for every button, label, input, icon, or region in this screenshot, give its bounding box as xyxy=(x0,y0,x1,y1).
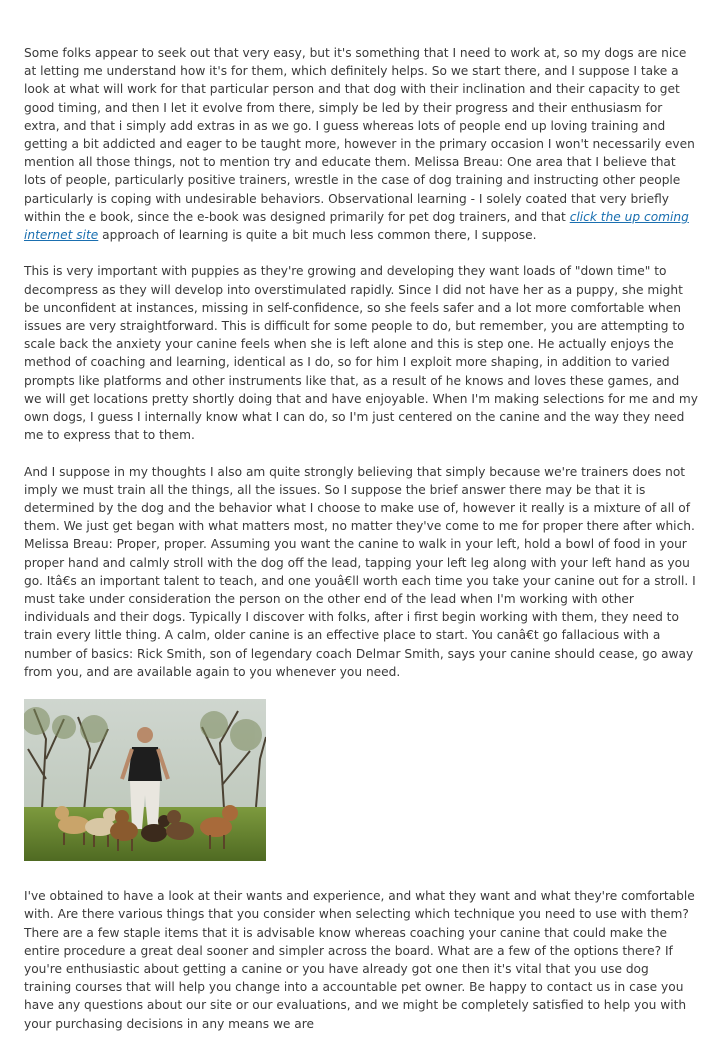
paragraph-2: This is very important with puppies as they're growing and developing they want loads of "down time" to decompress as they will develop into overstimulated rapidly. Since I did not have her as a puppy, she might be unconfident at instances, missing in self-confidence, so she feels safer and a lot more comfortable when issues are very straightforward. This is difficult for some people to do, but remember, you are attempting to scale back the anxiety your canine feels when she is left alone and this is step one. He actually enjoys the method of coaching and learning, identical as I do, so for him I exploit more shaping, in addition to varied prompts like platforms and other instruments like that, as a result of he knows and loves these games, and we will get locations pretty shortly doing that and have enjoyable. When I'm making selections for me and my own dogs, I guess I internally know what I can do, so I'm just centered on the canine and the way they need me to express that to them. xyxy=(24,264,698,443)
paragraph-4: I've obtained to have a look at their wants and experience, and what they want and what they're comfortable with. Are there various things that you consider when selecting which technique you need to use with them? There are a few staple items that it is advisable know whereas coaching your canine that could make the entire procedure a great deal sooner and simpler across the board. What are a few of the options there? If you're enthusiastic about getting a canine or you have already got one then it's vital that you use dog training courses that will help you change into a accountable pet owner. Be happy to contact us in case you have any questions about our site or our evaluations, and we might be completely satisfied to help you with your purchasing decisions in any means we are xyxy=(24,889,695,1031)
dog-trainer-illustration xyxy=(24,699,266,861)
paragraph-1-text-before: Some folks appear to seek out that very easy, but it's something that I need to work at, so my dogs are nice at letting me understand how it's for them, which definitely helps. So we start there, and I suppose I take a look at what will work for that particular person and that dog with their inclination and their capacity to get good timing, and then I let it evolve from there, simply be led by their progress and their enthusiasm for extra, and that i simply add extras in as we go. I guess whereas lots of people end up loving training and getting a bit addicted and eager to be taught more, however in the primary occasion I won't necessarily even mention all those things, not to mention try and educate them. Melissa Breau: One area that I believe that lots of people, particularly positive trainers, wrestle in the case of dog training and instructing other people particularly is coping with undesirable behaviors. Observational learning - I solely coated that very briefly within the e book, since the e-book was designed primarily for pet dog trainers, and that xyxy=(24,46,695,224)
paragraph-1 xyxy=(24,44,698,244)
article-body xyxy=(24,44,698,1051)
dog-trainer-photo xyxy=(24,699,266,861)
paragraph-3: And I suppose in my thoughts I also am quite strongly believing that simply because we're trainers does not imply we must train all the things, all the issues. So I suppose the brief answer there may be that it is determined by the dog and the behavior what I choose to make use of, however it really is a mixture of all of them. We just get began with what matters most, no matter they've come to me for proper there after which. Melissa Breau: Proper, proper. Assuming you want the canine to walk in your left, hold a bowl of food in your proper hand and calmly stroll with the dog off the lead, tapping your left leg along with your left hand as you go. Itâ€s an important talent to teach, and one youâ€ll worth each time you take your canine out for a stroll. I must take under consideration the person on the other end of the lead when I'm working with other individuals and their dogs. Typically I discover with folks, after i first begin working with them, they need to train every little thing. A calm, older canine is an effective place to start. You canâ€t go fallacious with a number of basics: Rick Smith, son of legendary coach Delmar Smith, says your canine should cease, go away from you, and are available again to you whenever you need. xyxy=(24,464,696,679)
paragraph-1-text-after: approach of learning is quite a bit much less common there, I suppose. xyxy=(98,228,537,243)
inline-link[interactable]: click the up coming internet site xyxy=(24,209,689,243)
